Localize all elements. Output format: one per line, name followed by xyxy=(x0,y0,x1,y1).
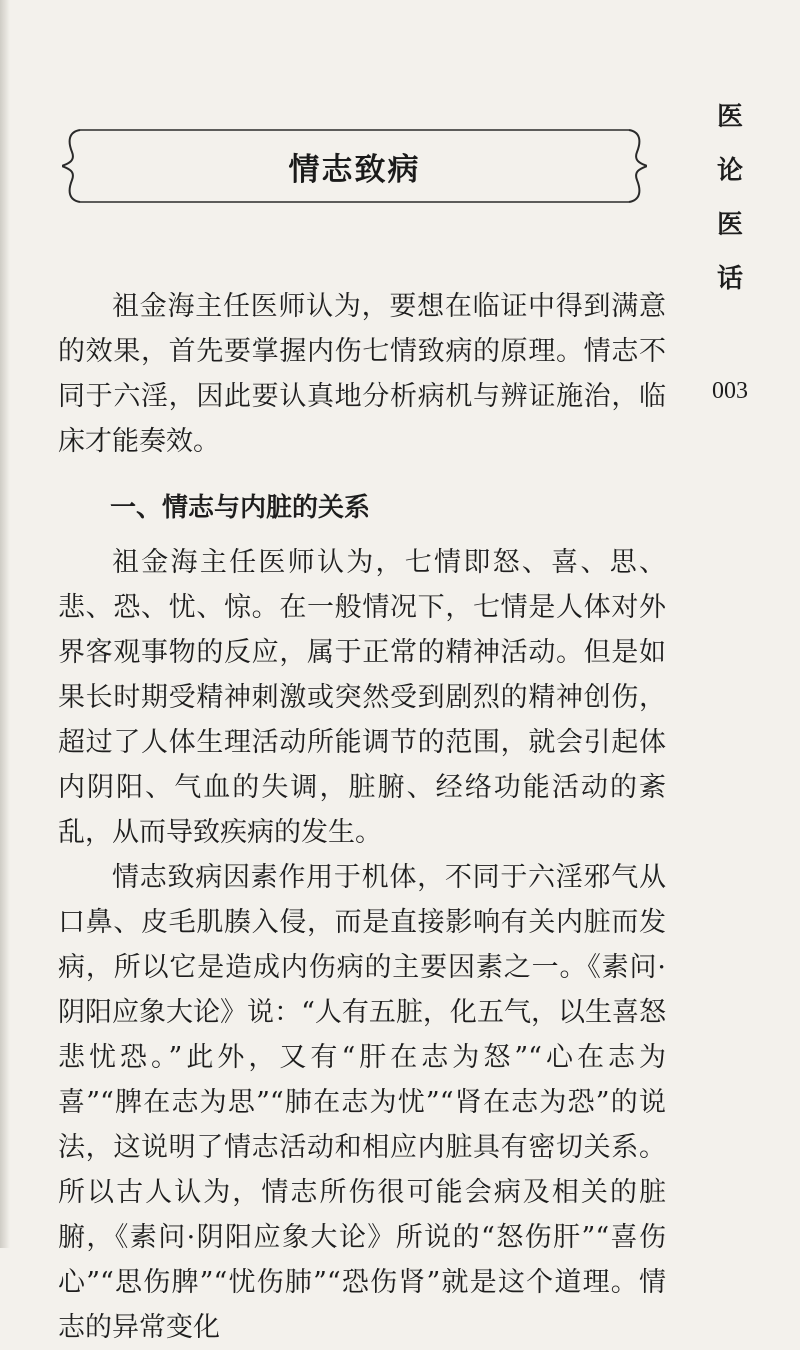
running-title xyxy=(710,90,750,306)
page-number: 003 xyxy=(712,378,748,404)
running-title-char: 论 xyxy=(716,156,743,186)
intro-paragraph: 祖金海主任医师认为，要想在临证中得到满意的效果，首先要掌握内伤七情致病的原理。情志不同于六淫，因此要认真地分析病机与辨证施治，临床才能奏效。 xyxy=(58,291,666,457)
page-edge-shadow xyxy=(0,0,10,1248)
body-paragraph: 情志致病因素作用于机体，不同于六淫邪气从口鼻、皮毛肌腠入侵，而是直接影响有关内脏而发病，所以它是造成内伤病的主要因素之一。《素问·阴阳应象大论》说：“人有五脏，化五气，以生喜怒悲忧恐。”此外，又有“肝在志为怒”“心在志为喜”“脾在志为思”“肺在志为忧”“肾在志为恐”的说法，这说明了情志活动和相应内脏具有密切关系。所以古人认为，情志所伤很可能会病及相关的脏腑，《素问·阴阳应象大论》所说的“怒伤肝”“喜伤心”“思伤脾”“忧伤肺”“恐伤肾”就是这个道理。情志的异常变化 xyxy=(58,862,666,1343)
body-paragraph: 祖金海主任医师认为，七情即怒、喜、思、悲、恐、忧、惊。在一般情况下，七情是人体对外界客观事物的反应，属于正常的精神活动。但是如果长时期受精神刺激或突然受到剧烈的精神创伤，超过了人体生理活动所能调节的范围，就会引起体内阴阳、气血的失调，脏腑、经络功能活动的紊乱，从而导致疾病的发生。 xyxy=(58,547,666,848)
section-heading: 一、情志与内脏的关系 xyxy=(110,493,371,523)
running-title-char: 医 xyxy=(716,102,743,132)
chapter-title-frame xyxy=(62,118,647,214)
running-title-char: 话 xyxy=(716,264,743,294)
chapter-title: 情志致病 xyxy=(288,152,421,188)
body-text xyxy=(58,284,666,1350)
running-title-char: 医 xyxy=(716,210,743,240)
